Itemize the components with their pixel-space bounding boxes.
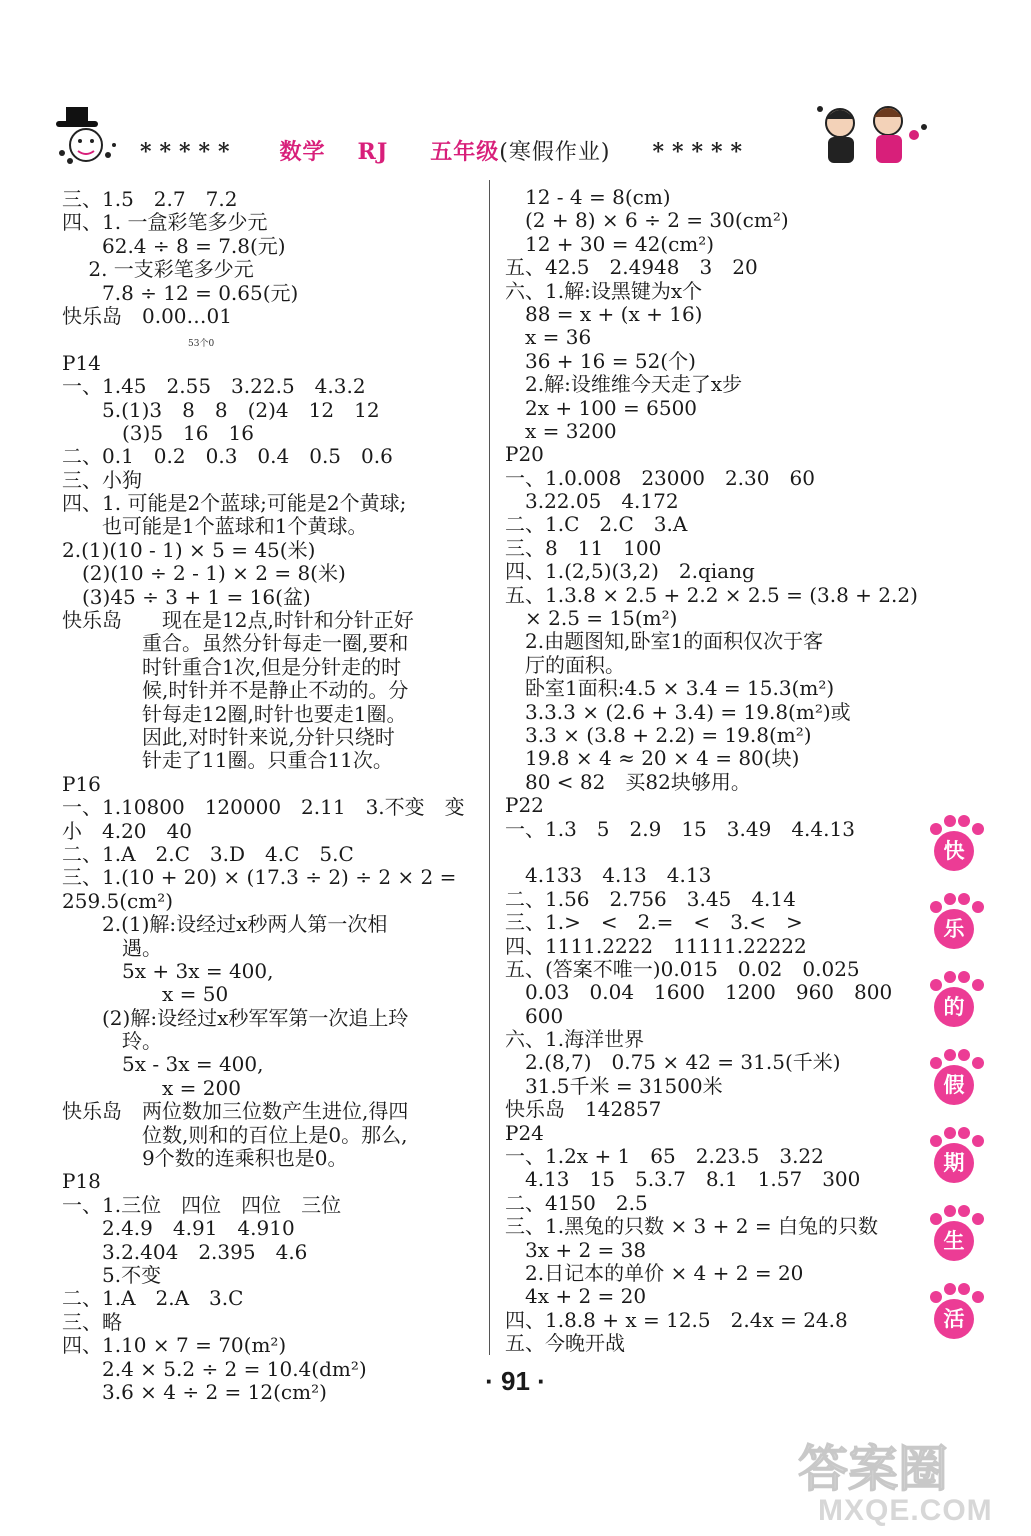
right-answer-line: 一、1.2x + 1 65 2.23.5 3.22 <box>505 1144 824 1169</box>
left-answer-line: 2.(1)(10 - 1) × 5 = 45(米) <box>62 537 316 562</box>
brace-note: 53个0 <box>188 339 215 349</box>
right-answer-line: 三、1.> < 2.= < 3.< > <box>505 910 803 935</box>
left-answer-line: 5x - 3x = 400, <box>62 1052 264 1077</box>
right-answer-line: × 2.5 = 15(m²) <box>505 606 678 631</box>
paw-label <box>924 893 984 955</box>
paw-pad-text: 假 <box>934 1065 974 1105</box>
left-answer-line: 小 4.20 40 <box>62 818 192 843</box>
paw-toe-icon <box>972 1291 984 1303</box>
left-answer-line: 5x + 3x = 400, <box>62 958 274 983</box>
right-answer-line: 卧室1面积:4.5 × 3.4 = 15.3(m²) <box>505 676 835 701</box>
left-answer-line: 也可能是1个蓝球和1个黄球。 <box>62 514 368 539</box>
column-divider <box>489 180 490 1355</box>
right-answer-line: 五、(答案不唯一)0.015 0.02 0.025 <box>505 956 860 981</box>
paw-toe-icon <box>930 1213 942 1225</box>
right-answer-line: 四、1.8.8 + x = 12.5 2.4x = 24.8 <box>505 1307 848 1332</box>
left-answer-line: (3)5 16 16 <box>62 420 254 445</box>
paw-toe-icon <box>944 1283 956 1295</box>
left-answer-line: 一、1.45 2.55 3.22.5 4.3.2 <box>62 374 366 399</box>
right-answer-line: 3.3 × (3.8 + 2.2) = 19.8(m²) <box>505 722 812 747</box>
left-answer-line: 9个数的连乘积也是0。 <box>62 1146 348 1171</box>
left-answer-line: 一、1.三位 四位 四位 三位 <box>62 1192 342 1217</box>
left-answer-line: 二、0.1 0.2 0.3 0.4 0.5 0.6 <box>62 444 393 469</box>
watermark-logo <box>798 1438 1018 1498</box>
paw-toe-icon <box>958 971 970 983</box>
left-answer-line: 三、小狗 <box>62 467 142 492</box>
left-answer-line: 候,时针并不是静止不动的。分 <box>62 678 409 703</box>
right-answer-line: P22 <box>505 793 544 818</box>
paw-toe-icon <box>944 1205 956 1217</box>
right-answer-line: 36 + 16 = 52(个) <box>505 348 696 373</box>
left-answer-line: 针走了11圈。只重合11次。 <box>62 748 393 773</box>
right-answer-line: 3.22.05 4.172 <box>505 489 679 514</box>
left-answer-line: (2)解:设经过x秒军军第一次追上玲 <box>62 1005 409 1030</box>
right-answer-line: 三、8 11 100 <box>505 535 662 560</box>
right-answer-line: 2.(8,7) 0.75 × 42 = 31.5(千米) <box>505 1050 841 1075</box>
paw-toe-icon <box>972 1213 984 1225</box>
header-title-line <box>140 135 750 166</box>
left-answer-line: 时针重合1次,但是分针走的时 <box>62 654 402 679</box>
right-answer-line: 六、1.解:设黑键为x个 <box>505 278 703 303</box>
left-answer-line: 259.5(cm²) <box>62 888 174 913</box>
right-answer-line: 4x + 2 = 20 <box>505 1284 647 1309</box>
paw-label <box>924 1283 984 1345</box>
left-answer-line: 5.(1)3 8 8 (2)4 12 12 <box>62 397 380 422</box>
left-answer-line: 位数,则和的百位上是0。那么, <box>62 1122 408 1147</box>
left-answer-line: x = 50 <box>62 982 229 1007</box>
cartoon-kids-icon <box>810 97 940 173</box>
paw-toe-icon <box>930 1057 942 1069</box>
page-header <box>0 95 1031 175</box>
header-subject: 数学 <box>279 139 326 165</box>
right-answer-line: 快乐岛 142857 <box>505 1097 662 1122</box>
paw-toe-icon <box>958 815 970 827</box>
svg-text:答案圈: 答案圈 <box>798 1440 948 1498</box>
left-answer-line: 四、1. 一盒彩笔多少元 <box>62 210 268 235</box>
right-answer-line: 3.3.3 × (2.6 + 3.4) = 19.8(m²)或 <box>505 699 851 724</box>
paw-pad-text: 的 <box>934 987 974 1027</box>
header-stars-right: ***** <box>652 139 750 165</box>
left-answer-line: 2.4.9 4.91 4.910 <box>62 1216 295 1241</box>
paw-toe-icon <box>944 1049 956 1061</box>
paw-toe-icon <box>930 901 942 913</box>
left-answer-line: (2)(10 ÷ 2 - 1) × 2 = 8(米) <box>62 561 346 586</box>
answer-column-left <box>62 188 482 1404</box>
paw-toe-icon <box>930 1135 942 1147</box>
right-answer-line: 四、1.(2,5)(3,2) 2.qiang <box>505 559 755 584</box>
left-answer-line: 2.4 × 5.2 ÷ 2 = 10.4(dm²) <box>62 1356 367 1381</box>
paw-toe-icon <box>944 1127 956 1139</box>
left-answer-line: P14 <box>62 350 101 375</box>
paw-pad-text: 生 <box>934 1221 974 1261</box>
right-answer-line: 31.5千米 = 31500米 <box>505 1073 723 1098</box>
left-answer-line: 3.2.404 2.395 4.6 <box>62 1239 308 1264</box>
watermark-url: MXQE.COM <box>818 1494 993 1527</box>
paw-toe-icon <box>972 823 984 835</box>
right-answer-line: 二、1.56 2.756 3.45 4.14 <box>505 886 796 911</box>
left-answer-line: 快乐岛 0.00…01 <box>62 303 232 328</box>
paw-toe-icon <box>958 893 970 905</box>
right-answer-line: 88 = x + (x + 16) <box>505 301 703 326</box>
left-answer-line: 三、1.5 2.7 7.2 <box>62 187 238 211</box>
paw-label <box>924 971 984 1033</box>
paw-toe-icon <box>958 1205 970 1217</box>
paw-label <box>924 815 984 877</box>
paw-toe-icon <box>944 971 956 983</box>
right-answer-line: 0.03 0.04 1600 1200 960 800 <box>505 980 893 1005</box>
left-answer-line: 三、1.(10 + 20) × (17.3 ÷ 2) ÷ 2 × 2 = <box>62 865 457 890</box>
right-answer-line: 600 <box>505 1003 564 1028</box>
left-answer-line <box>62 328 482 351</box>
paw-toe-icon <box>930 1291 942 1303</box>
right-answer-line: 五、1.3.8 × 2.5 + 2.2 × 2.5 = (3.8 + 2.2) <box>505 582 918 607</box>
left-answer-line: 遇。 <box>62 935 162 960</box>
right-answer-line: 3x + 2 = 38 <box>505 1237 647 1262</box>
left-answer-line: 快乐岛 两位数加三位数产生进位,得四 <box>62 1099 409 1124</box>
left-answer-line: 二、1.A 2.A 3.C <box>62 1286 244 1311</box>
paw-toe-icon <box>944 893 956 905</box>
left-answer-line: 三、略 <box>62 1309 122 1334</box>
left-answer-line: 四、1. 可能是2个蓝球;可能是2个黄球; <box>62 491 407 516</box>
right-answer-line: P24 <box>505 1120 544 1145</box>
paw-toe-icon <box>930 823 942 835</box>
right-answer-line: 2.解:设维维今天走了x步 <box>505 372 743 397</box>
paw-toe-icon <box>972 979 984 991</box>
left-answer-line: 玲。 <box>62 1029 162 1054</box>
right-answer-line: 厅的面积。 <box>505 652 625 677</box>
paw-toe-icon <box>944 815 956 827</box>
right-answer-line <box>505 841 885 864</box>
paw-toe-icon <box>972 901 984 913</box>
paw-toe-icon <box>972 1135 984 1147</box>
left-answer-line: P16 <box>62 771 101 796</box>
left-answer-line: P18 <box>62 1169 101 1194</box>
right-answer-line: (2 + 8) × 6 ÷ 2 = 30(cm²) <box>505 208 789 233</box>
side-paw-labels <box>914 815 994 1355</box>
left-answer-line: 重合。虽然分针每走一圈,要和 <box>62 631 409 656</box>
paw-toe-icon <box>958 1049 970 1061</box>
left-answer-line: 因此,对时针来说,分针只绕时 <box>62 724 395 749</box>
right-answer-line: 一、1.0.008 23000 2.30 60 <box>505 465 815 490</box>
right-answer-line: 六、1.海洋世界 <box>505 1027 645 1052</box>
header-edition: RJ <box>357 139 389 165</box>
header-stars-left: ***** <box>140 139 238 165</box>
page-number: · 91 · <box>485 1366 546 1396</box>
right-answer-line: x = 36 <box>505 325 592 350</box>
right-answer-line: 五、今晚开战 <box>505 1331 625 1356</box>
left-answer-line: 7.8 ÷ 12 = 0.65(元) <box>62 280 299 305</box>
answer-column-right <box>505 185 918 1356</box>
paw-label <box>924 1205 984 1267</box>
right-answer-line: x = 3200 <box>505 418 617 443</box>
right-answer-line: 三、1.黑兔的只数 × 3 + 2 = 白兔的只数 <box>505 1214 878 1239</box>
paw-toe-icon <box>930 979 942 991</box>
right-answer-line: 19.8 × 4 ≈ 20 × 4 = 80(块) <box>505 746 800 771</box>
right-answer-line: 2x + 100 = 6500 <box>505 395 698 420</box>
snowman-hat-icon <box>48 105 128 169</box>
right-answer-line: 二、4150 2.5 <box>505 1190 648 1215</box>
right-answer-line: 12 + 30 = 42(cm²) <box>505 231 715 256</box>
left-answer-line: 快乐岛 现在是12点,时针和分针正好 <box>62 608 414 633</box>
right-answer-line: P20 <box>505 442 544 467</box>
left-answer-line: (3)45 ÷ 3 + 1 = 16(盆) <box>62 584 311 609</box>
right-answer-line: 12 - 4 = 8(cm) <box>505 185 671 209</box>
right-answer-line: 二、1.C 2.C 3.A <box>505 512 688 537</box>
left-answer-line: 62.4 ÷ 8 = 7.8(元) <box>62 233 286 258</box>
header-grade: 五年级 <box>430 139 500 165</box>
paw-toe-icon <box>958 1127 970 1139</box>
left-answer-line: x = 200 <box>62 1075 241 1100</box>
left-answer-line: 针每走12圈,时针也要走1圈。 <box>62 701 407 726</box>
right-answer-line: 五、42.5 2.4948 3 20 <box>505 255 758 280</box>
left-answer-line: 2.(1)解:设经过x秒两人第一次相 <box>62 912 388 937</box>
right-answer-line: 4.133 4.13 4.13 <box>505 863 712 888</box>
paw-pad-text: 活 <box>934 1299 974 1339</box>
left-answer-line: 2. 一支彩笔多少元 <box>62 257 254 282</box>
left-answer-line: 5.不变 <box>62 1262 162 1287</box>
paw-pad-text: 期 <box>934 1143 974 1183</box>
paw-toe-icon <box>958 1283 970 1295</box>
paw-label <box>924 1127 984 1189</box>
right-answer-line: 一、1.3 5 2.9 15 3.49 4.4.13 <box>505 816 855 841</box>
right-answer-line: 80 < 82 买82块够用。 <box>505 769 751 794</box>
paw-toe-icon <box>972 1057 984 1069</box>
right-answer-line: 4.13 15 5.3.7 8.1 1.57 300 <box>505 1167 861 1192</box>
left-answer-line: 二、1.A 2.C 3.D 4.C 5.C <box>62 841 354 866</box>
paw-label <box>924 1049 984 1111</box>
paw-pad-text: 快 <box>934 831 974 871</box>
left-answer-line: 3.6 × 4 ÷ 2 = 12(cm²) <box>62 1379 327 1404</box>
left-answer-line: 四、1.10 × 7 = 70(m²) <box>62 1333 287 1358</box>
right-answer-line: 四、1111.2222 11111.22222 <box>505 933 807 958</box>
left-answer-line: 一、1.10800 120000 2.11 3.不变 变 <box>62 795 465 820</box>
right-answer-line: 2.由题图知,卧室1的面积仅次于客 <box>505 629 824 654</box>
header-series: (寒假作业) <box>499 140 611 165</box>
right-answer-line: 2.日记本的单价 × 4 + 2 = 20 <box>505 1260 804 1285</box>
paw-pad-text: 乐 <box>934 909 974 949</box>
